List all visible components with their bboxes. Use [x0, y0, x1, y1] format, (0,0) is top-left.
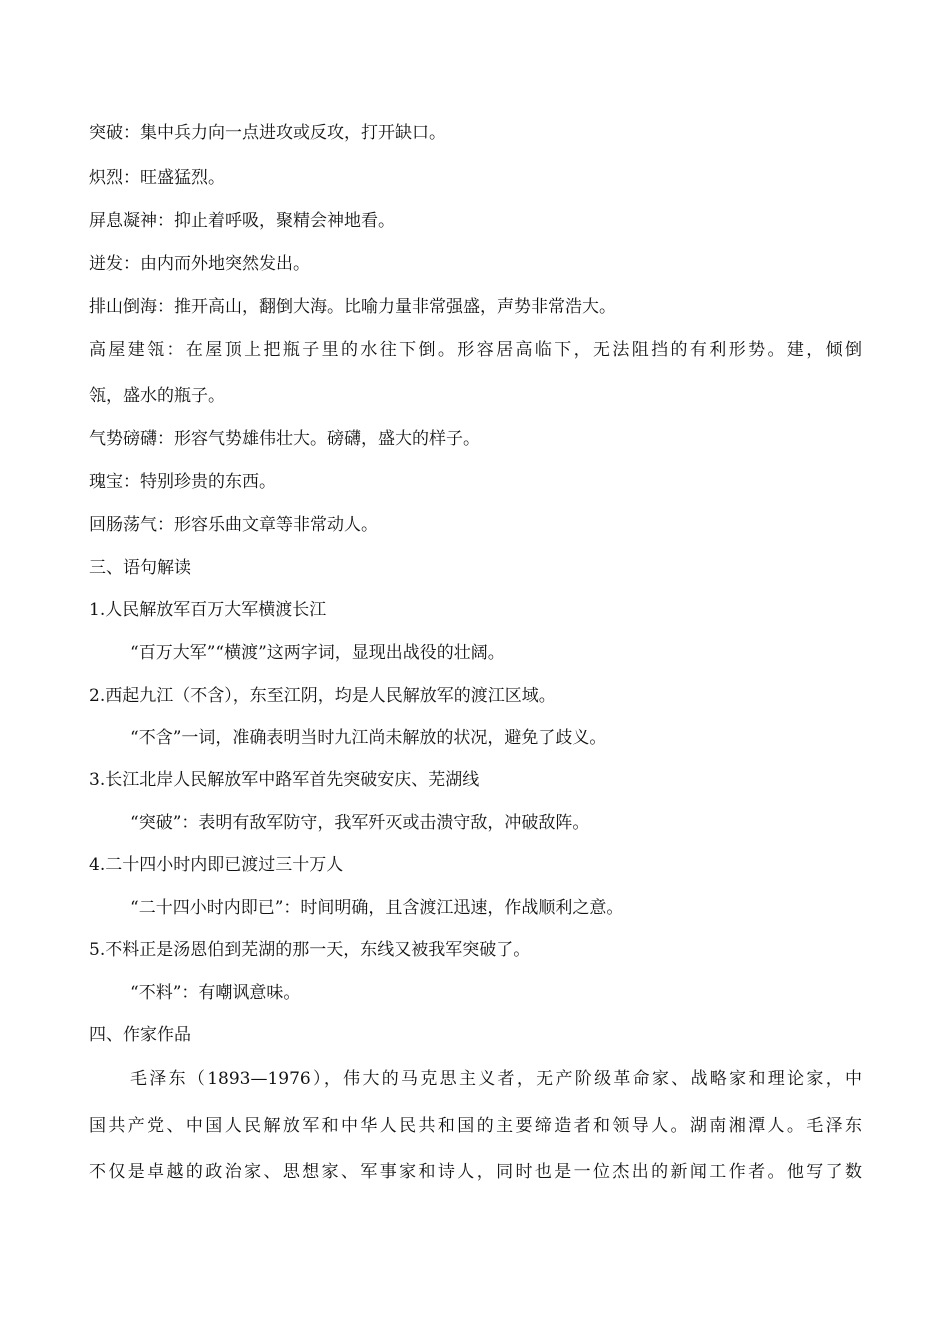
section-heading-4: 四、作家作品: [89, 1025, 191, 1045]
definition-qishi-pangbo: 气势磅礴：形容气势雄伟壮大。磅礴，盛大的样子。: [89, 429, 480, 449]
sentence-2: 2.西起九江（不含），东至江阴，均是人民解放军的渡江区域。: [89, 686, 556, 706]
sentence-4-note: “二十四小时内即已”：时间明确，且含渡江迅速，作战顺利之意。: [130, 898, 624, 918]
author-paragraph-line-3: 不仅是卓越的政治家、思想家、军事家和诗人，同时也是一位杰出的新闻工作者。他写了数: [89, 1162, 862, 1182]
definition-pingxi-ningshen: 屏息凝神：抑止着呼吸，聚精会神地看。: [89, 211, 395, 231]
sentence-2-note: “不含”一词，准确表明当时九江尚未解放的状况，避免了歧义。: [130, 728, 607, 748]
definition-chilie: 炽烈：旺盛猛烈。: [89, 168, 225, 188]
sentence-5: 5.不料正是汤恩伯到芜湖的那一天，东线又被我军突破了。: [89, 940, 531, 960]
definition-gaowu-jianling: 高屋建瓴：在屋顶上把瓶子里的水往下倒。形容居高临下，无法阻挡的有利形势。建，倾倒: [89, 340, 862, 360]
definition-bengfa: 迸发：由内而外地突然发出。: [89, 254, 310, 274]
sentence-4: 4.二十四小时内即已渡过三十万人: [89, 855, 344, 875]
sentence-1-note: “百万大军”“横渡”这两字词，显现出战役的壮阔。: [130, 643, 505, 663]
definition-paishan-daohai: 排山倒海：推开高山，翻倒大海。比喻力量非常强盛，声势非常浩大。: [89, 297, 616, 317]
author-paragraph-line-2: 国共产党、中国人民解放军和中华人民共和国的主要缔造者和领导人。湖南湘潭人。毛泽东: [89, 1116, 862, 1136]
sentence-1: 1.人民解放军百万大军横渡长江: [89, 600, 327, 620]
sentence-3-note: “突破”：表明有敌军防守，我军歼灭或击溃守敌，冲破敌阵。: [130, 813, 590, 833]
definition-gaowu-jianling-cont: 瓴，盛水的瓶子。: [89, 386, 225, 406]
definition-guibao: 瑰宝：特别珍贵的东西。: [89, 472, 276, 492]
section-heading-3: 三、语句解读: [89, 558, 191, 578]
sentence-3: 3.长江北岸人民解放军中路军首先突破安庆、芜湖线: [89, 770, 480, 790]
sentence-5-note: “不料”：有嘲讽意味。: [130, 983, 301, 1003]
definition-tupo: 突破：集中兵力向一点进攻或反攻，打开缺口。: [89, 123, 446, 143]
definition-huichang-dangqi: 回肠荡气：形容乐曲文章等非常动人。: [89, 515, 378, 535]
author-paragraph-line-1: 毛泽东（1893—1976），伟大的马克思主义者，无产阶级革命家、战略家和理论家，中: [130, 1069, 862, 1089]
